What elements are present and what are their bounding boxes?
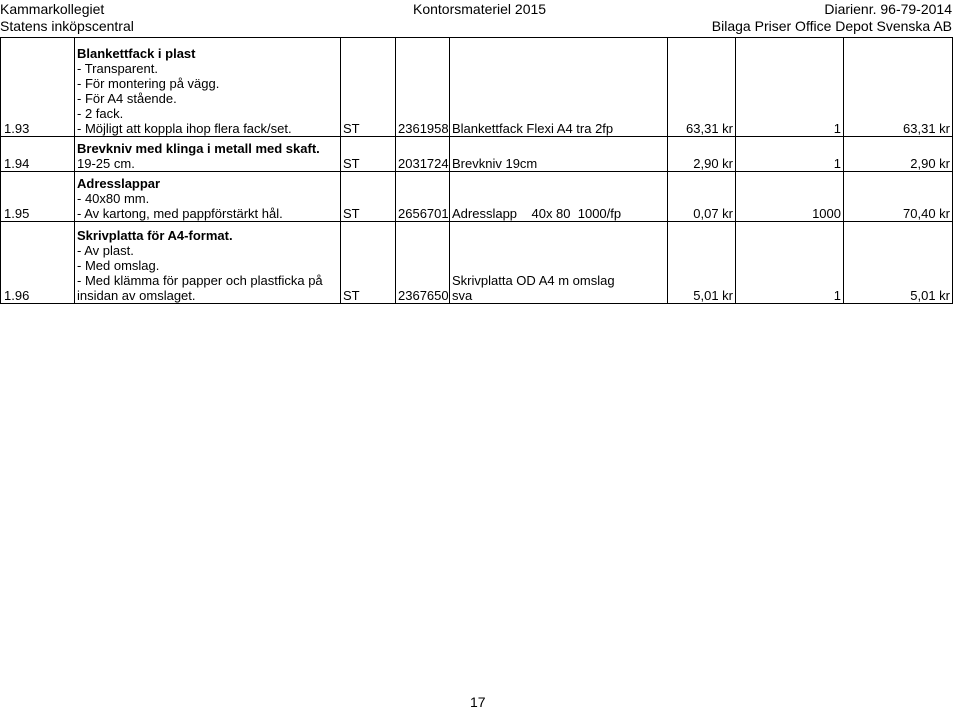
item-article-number: 2367650 bbox=[396, 222, 450, 304]
item-unit: ST bbox=[341, 172, 396, 222]
item-quantity: 1000 bbox=[736, 172, 844, 222]
table-row bbox=[1, 222, 953, 304]
item-unit: ST bbox=[341, 137, 396, 172]
product-name-line: sva bbox=[452, 288, 473, 303]
item-unit-price: 5,01 kr bbox=[668, 222, 736, 304]
item-total: 5,01 kr bbox=[844, 222, 953, 304]
item-desc-line: - För montering på vägg. bbox=[77, 76, 220, 91]
item-title: Brevkniv med klinga i metall med skaft. bbox=[77, 141, 320, 156]
item-product-name bbox=[450, 137, 668, 172]
item-number: 1.94 bbox=[1, 137, 75, 172]
item-desc-line: - 40x80 mm. bbox=[77, 191, 150, 206]
item-total: 70,40 kr bbox=[844, 172, 953, 222]
header-appendix-title: Bilaga Priser Office Depot Svenska AB bbox=[711, 18, 952, 34]
item-unit: ST bbox=[341, 222, 396, 304]
item-desc-line: - Av plast. bbox=[77, 243, 134, 258]
table-row bbox=[1, 172, 953, 222]
product-name-line: Brevkniv 19cm bbox=[452, 156, 538, 171]
price-table bbox=[0, 37, 953, 304]
item-article-number: 2656701 bbox=[396, 172, 450, 222]
item-desc-line: - Möjligt att koppla ihop flera fack/set. bbox=[77, 121, 292, 136]
item-product-name bbox=[450, 38, 668, 137]
item-description bbox=[75, 38, 341, 137]
item-title: Blankettfack i plast bbox=[77, 46, 196, 61]
header-document-title: Kontorsmateriel 2015 bbox=[413, 1, 547, 17]
item-desc-line: - För A4 stående. bbox=[77, 91, 177, 106]
item-number: 1.96 bbox=[1, 222, 75, 304]
item-desc-line: - Transparent. bbox=[77, 61, 158, 76]
item-title: Adresslappar bbox=[77, 176, 161, 191]
header-organization: Kammarkollegiet bbox=[0, 1, 105, 17]
item-desc-line: 19-25 cm. bbox=[77, 156, 135, 171]
item-description bbox=[75, 137, 341, 172]
item-unit: ST bbox=[341, 38, 396, 137]
item-desc-line: - Med klämma för papper och plastficka på bbox=[77, 273, 323, 288]
item-article-number: 2361958 bbox=[396, 38, 450, 137]
item-unit-price: 63,31 kr bbox=[668, 38, 736, 137]
item-number: 1.93 bbox=[1, 38, 75, 137]
item-desc-line: insidan av omslaget. bbox=[77, 288, 196, 303]
header-registration-number: Diarienr. 96-79-2014 bbox=[824, 1, 952, 17]
product-name-line: Adresslapp 40x 80 1000/fp bbox=[452, 206, 622, 221]
item-quantity: 1 bbox=[736, 222, 844, 304]
product-name-line: Skrivplatta OD A4 m omslag bbox=[452, 273, 615, 288]
product-name-line: Blankettfack Flexi A4 tra 2fp bbox=[452, 121, 614, 136]
table-row bbox=[1, 38, 953, 137]
item-description bbox=[75, 172, 341, 222]
item-article-number: 2031724 bbox=[396, 137, 450, 172]
item-desc-line: - Av kartong, med pappförstärkt hål. bbox=[77, 206, 283, 221]
item-quantity: 1 bbox=[736, 38, 844, 137]
item-title: Skrivplatta för A4-format. bbox=[77, 228, 233, 243]
item-product-name bbox=[450, 222, 668, 304]
item-total: 63,31 kr bbox=[844, 38, 953, 137]
header-department: Statens inköpscentral bbox=[0, 18, 134, 34]
item-desc-line: - Med omslag. bbox=[77, 258, 160, 273]
item-number: 1.95 bbox=[1, 172, 75, 222]
table-row bbox=[1, 137, 953, 172]
item-product-name bbox=[450, 172, 668, 222]
page-number: 17 bbox=[470, 694, 486, 710]
item-description bbox=[75, 222, 341, 304]
item-unit-price: 0,07 kr bbox=[668, 172, 736, 222]
item-unit-price: 2,90 kr bbox=[668, 137, 736, 172]
item-quantity: 1 bbox=[736, 137, 844, 172]
item-total: 2,90 kr bbox=[844, 137, 953, 172]
item-desc-line: - 2 fack. bbox=[77, 106, 124, 121]
